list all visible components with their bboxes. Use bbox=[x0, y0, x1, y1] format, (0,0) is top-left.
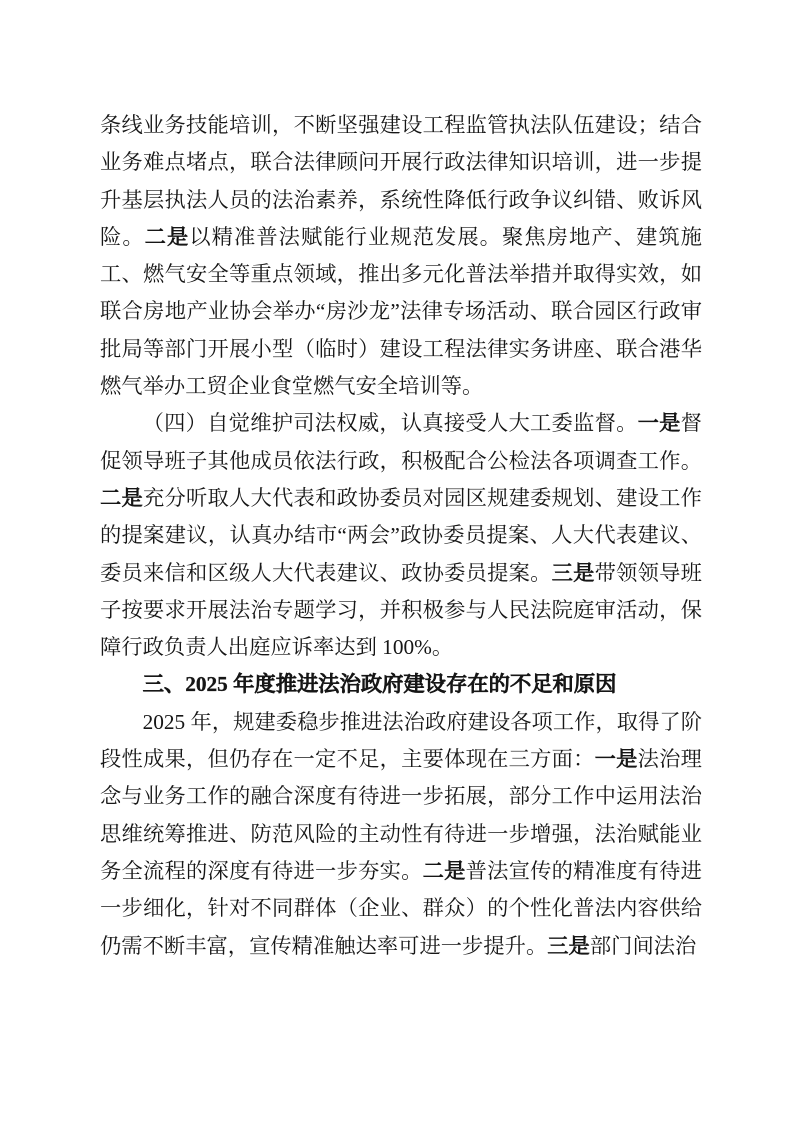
paragraph-continuation bbox=[100, 107, 702, 405]
text-run-bold-marker: 三是 bbox=[551, 560, 595, 585]
text-run-subheading: （四）自觉维护司法权威，认真接受人大工委监督。 bbox=[142, 411, 638, 436]
text-run: 2025 年，规建委稳步推进法治政府建设各项工作，取得了阶段性成果，但仍存在一定不足，主要体现在三方面： bbox=[100, 709, 702, 772]
section-heading-three bbox=[100, 666, 702, 703]
text-run-bold-marker: 二是 bbox=[100, 485, 144, 510]
document-text-block bbox=[100, 107, 702, 965]
paragraph-shortcomings bbox=[100, 704, 702, 965]
text-run: 部门间法治 bbox=[589, 933, 697, 958]
text-run-bold-marker: 一是 bbox=[594, 747, 638, 772]
text-run-bold-marker: 三是 bbox=[547, 933, 590, 958]
text-run-bold-marker: 二是 bbox=[422, 858, 466, 883]
text-run: 普法宣传的精准度有待进一步细化，针对不同群体（企业、群众）的个性化普法内容供给仍需不断丰富，宣传精准触达率可进一步提升。 bbox=[100, 858, 702, 958]
paragraph-section-four bbox=[100, 405, 702, 666]
text-run: 以精准普法赋能行业规范发展。聚焦房地产、建筑施工、燃气安全等重点领域，推出多元化普法举措并取得实效，如联合房地产业协会举办“房沙龙”法律专场活动、联合园区行政审批局等部门开展小型（临时）建设工程法律实务讲座、联合港华燃气举办工贸企业食堂燃气安全培训等。 bbox=[100, 224, 702, 399]
text-run-bold-marker: 一是 bbox=[637, 411, 681, 436]
section-heading-text: 三、2025 年度推进法治政府建设存在的不足和原因 bbox=[142, 672, 617, 697]
text-run-bold-marker: 二是 bbox=[144, 224, 190, 249]
text-run: 带领领导班子按要求开展法治专题学习，并积极参与人民法院庭审活动，保障行政负责人出庭应诉率达到 100%。 bbox=[100, 560, 702, 660]
text-run: 督促领导班子其他成员依法行政，积极配合公检法各项调查工作。 bbox=[100, 411, 702, 473]
text-run: 法治理念与业务工作的融合深度有待进一步拓展，部分工作中运用法治思维统筹推进、防范风险的主动性有待进一步增强，法治赋能业务全流程的深度有待进一步夯实。 bbox=[100, 747, 702, 883]
text-run: 充分听取人大代表和政协委员对园区规建委规划、建设工作的提案建议，认真办结市“两会”政协委员提案、人大代表建议、委员来信和区级人大代表建议、政协委员提案。 bbox=[100, 485, 702, 585]
text-run: 条线业务技能培训，不断坚强建设工程监管执法队伍建设；结合业务难点堵点，联合法律顾问开展行政法律知识培训，进一步提升基层执法人员的法治素养，系统性降低行政争议纠错、败诉风险。 bbox=[100, 113, 702, 249]
